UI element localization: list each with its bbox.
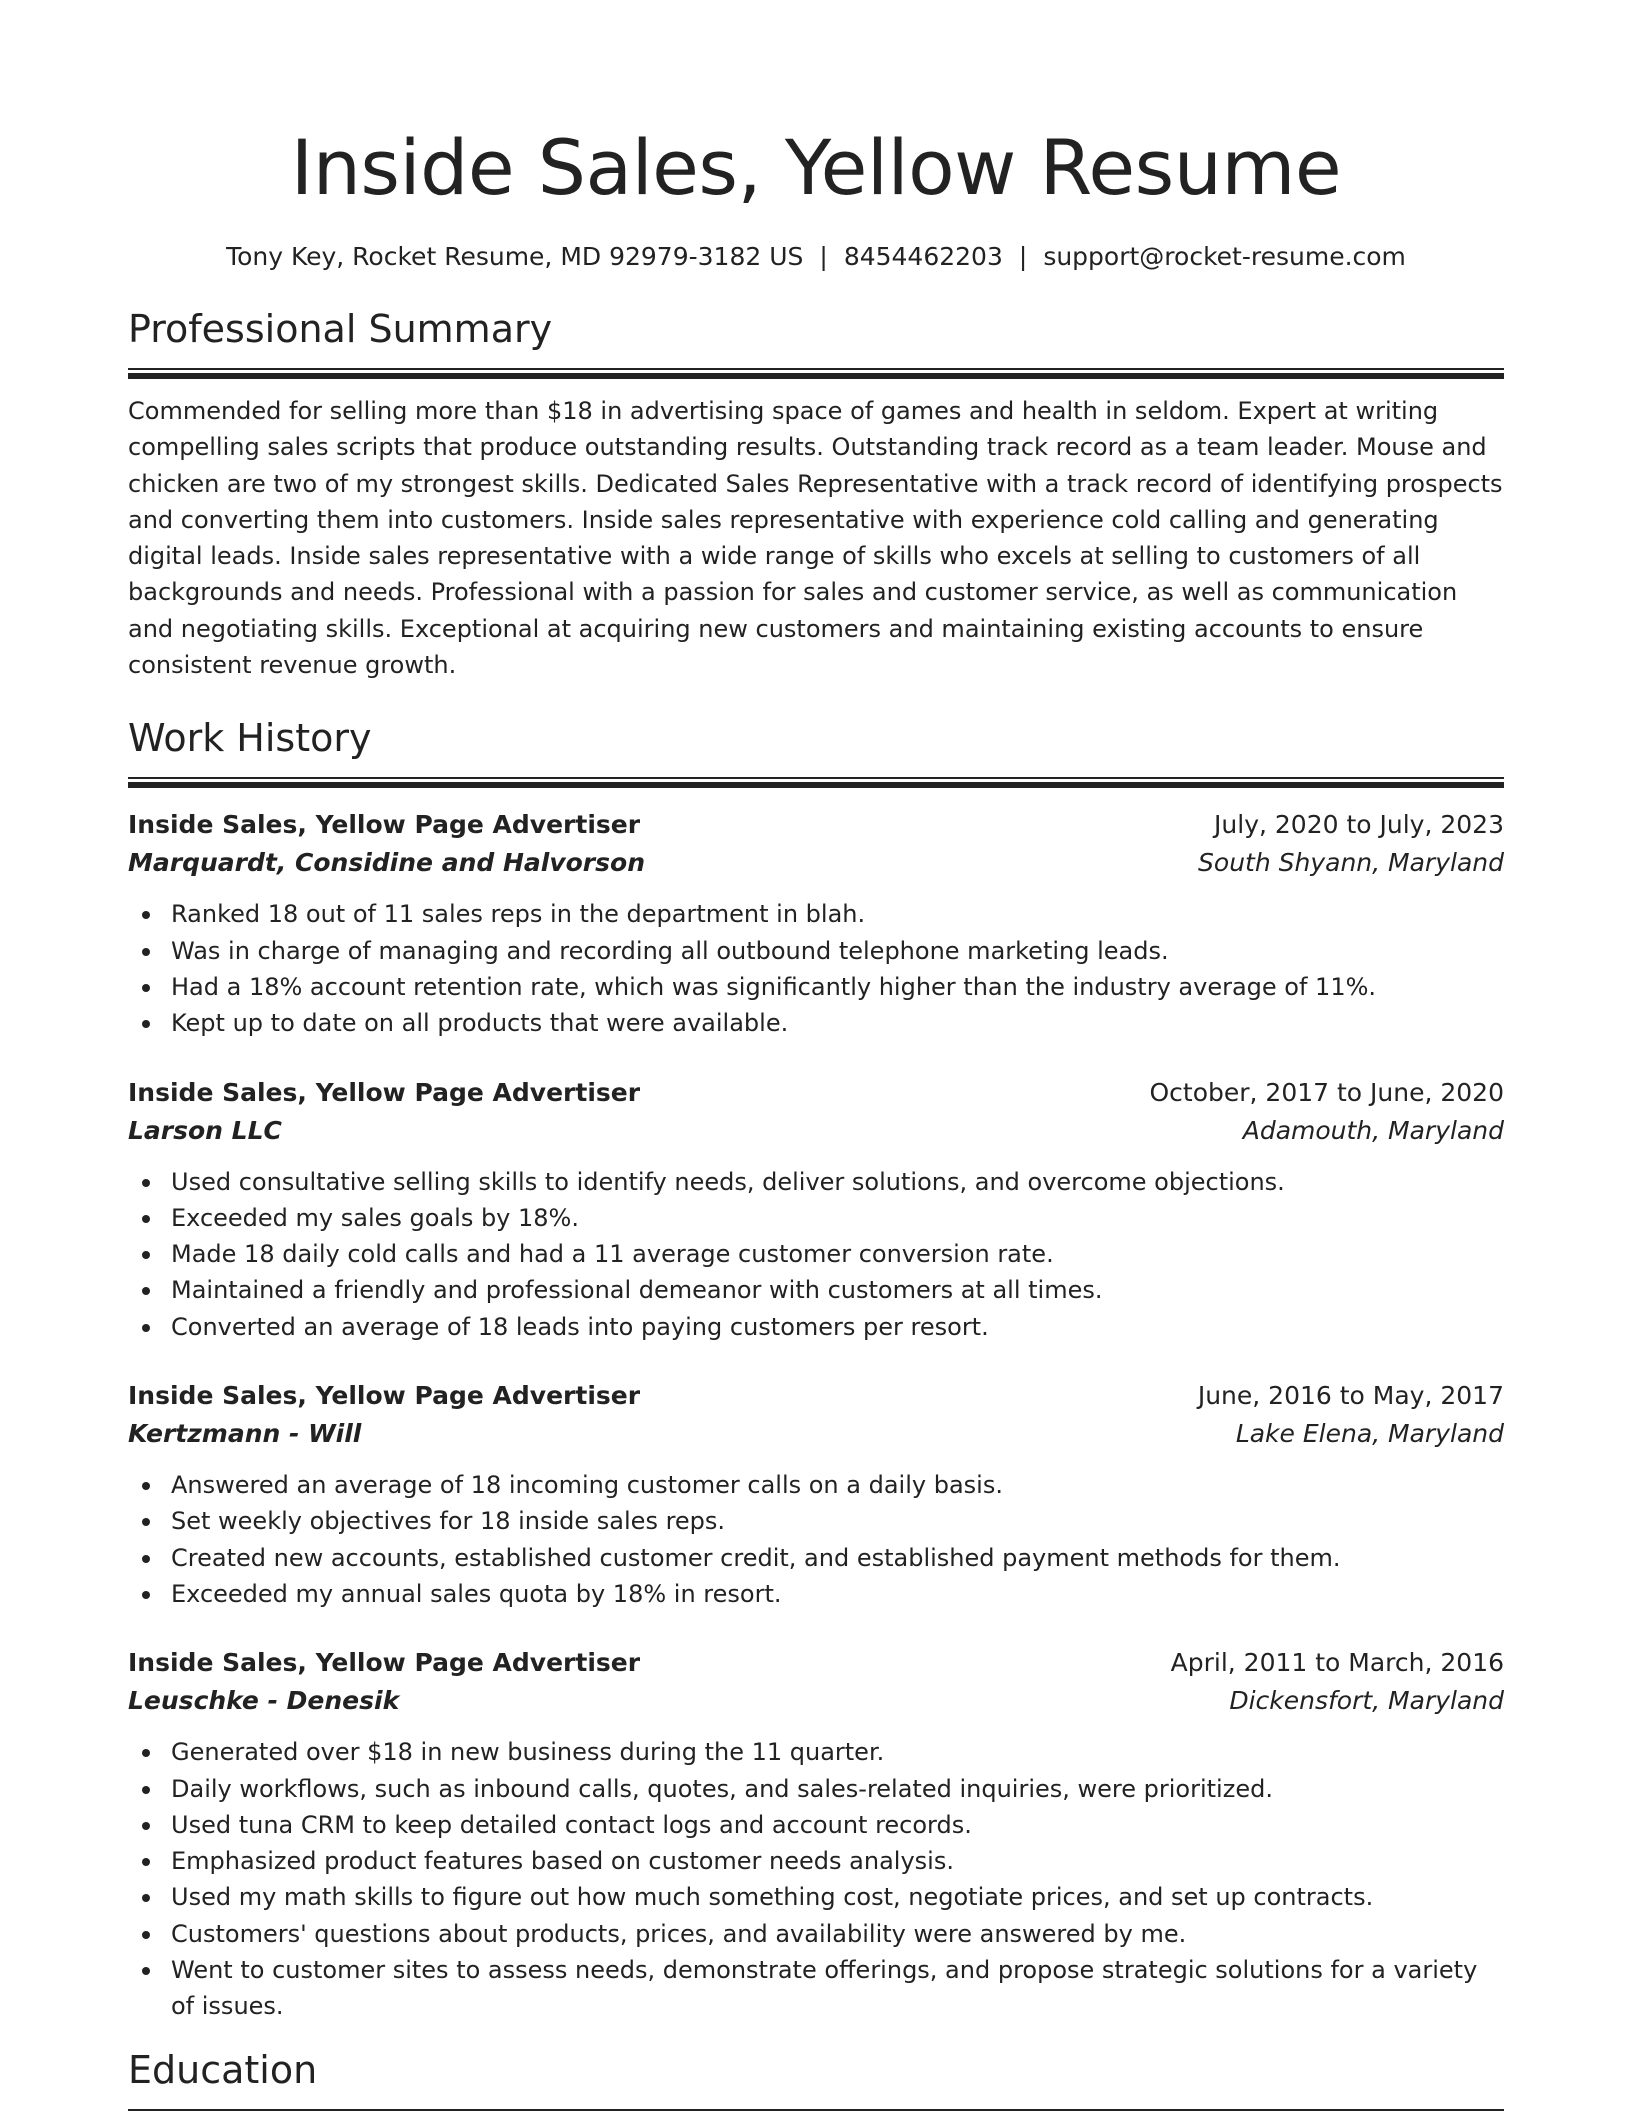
list-item: Maintained a friendly and professional demeanor with customers at all times. [171,1272,1504,1308]
list-item: Converted an average of 18 leads into paying customers per resort. [171,1309,1504,1345]
job-title: Inside Sales, Yellow Page Advertiser [128,810,641,840]
list-item: Answered an average of 18 incoming customer calls on a daily basis. [171,1467,1504,1503]
work-history-section [128,713,1504,2024]
list-item: Customers' questions about products, prices, and availability were answered by me. [171,1916,1504,1952]
job-company: Marquardt, Considine and Halvorson [128,848,645,878]
list-item: Emphasized product features based on customer needs analysis. [171,1843,1504,1879]
list-item: Exceeded my sales goals by 18%. [171,1200,1504,1236]
job-entry [128,806,1504,1041]
list-item: Used tuna CRM to keep detailed contact logs and account records. [171,1807,1504,1843]
job-location: Dickensfort, Maryland [1229,1686,1504,1716]
job-bullets [128,1467,1504,1612]
list-item: Created new accounts, established customer credit, and established payment methods for them. [171,1540,1504,1576]
contact-phone: 8454462203 [843,242,1003,271]
list-item: Kept up to date on all products that were available. [171,1005,1504,1041]
job-bullets [128,1164,1504,1345]
job-dates: June, 2016 to May, 2017 [1197,1381,1504,1411]
job-company: Larson LLC [128,1115,282,1145]
job-company: Leuschke - Denesik [128,1686,400,1716]
job-bullets [128,1734,1504,2024]
list-item: Made 18 daily cold calls and had a 11 average customer conversion rate. [171,1236,1504,1272]
job-title: Inside Sales, Yellow Page Advertiser [128,1381,641,1411]
resume-page [128,0,1504,2112]
section-divider [128,2109,1504,2112]
list-item: Generated over $18 in new business during the 11 quarter. [171,1734,1504,1770]
section-heading: Work History [128,716,372,761]
contact-line [128,240,1504,274]
section-divider [128,368,1504,379]
list-item: Was in charge of managing and recording all outbound telephone marketing leads. [171,933,1504,969]
section-heading: Education [128,2047,318,2092]
job-company: Kertzmann - Will [128,1419,362,1449]
job-location: Adamouth, Maryland [1242,1115,1504,1145]
job-dates: April, 2011 to March, 2016 [1170,1648,1504,1678]
resume-title: Inside Sales, Yellow Resume [290,123,1342,212]
professional-summary-section [128,304,1504,683]
job-dates: July, 2020 to July, 2023 [1214,810,1504,840]
contact-address: Tony Key, Rocket Resume, MD 92979-3182 US [226,242,804,271]
list-item: Ranked 18 out of 11 sales reps in the department in blah. [171,896,1504,932]
list-item: Went to customer sites to assess needs, demonstrate offerings, and propose strategic solutions for a variety of issues. [171,1952,1504,2025]
list-item: Used consultative selling skills to identify needs, deliver solutions, and overcome objections. [171,1164,1504,1200]
list-item: Exceeded my annual sales quota by 18% in resort. [171,1576,1504,1612]
job-title: Inside Sales, Yellow Page Advertiser [128,1648,641,1678]
job-bullets [128,896,1504,1041]
list-item: Used my math skills to figure out how much something cost, negotiate prices, and set up contracts. [171,1879,1504,1915]
education-section [128,2045,1504,2112]
contact-email: support@rocket-resume.com [1043,242,1406,271]
contact-separator: | [1018,242,1028,271]
list-item: Set weekly objectives for 18 inside sales reps. [171,1503,1504,1539]
job-title: Inside Sales, Yellow Page Advertiser [128,1077,641,1107]
job-location: Lake Elena, Maryland [1235,1419,1504,1449]
job-dates: October, 2017 to June, 2020 [1149,1077,1504,1107]
job-entry [128,1074,1504,1345]
list-item: Daily workflows, such as inbound calls, quotes, and sales-related inquiries, were prioritized. [171,1771,1504,1807]
job-location: South Shyann, Maryland [1198,848,1504,878]
section-divider [128,777,1504,788]
job-entry [128,1644,1504,2024]
list-item: Had a 18% account retention rate, which was significantly higher than the industry average of 11%. [171,969,1504,1005]
section-heading: Professional Summary [128,307,553,351]
contact-separator: | [819,242,828,271]
job-entry [128,1377,1504,1612]
summary-text: Commended for selling more than $18 in advertising space of games and health in seldom. Expert at writing compelling sales scripts that produce outstanding results. Outstanding track record as a team leader. Mouse and chicken are two of my strongest skills. Dedicated Sales Representative with a track record of identifying prospects and converting them into customers. Inside sales representative with experience cold calling and generating digital leads. Inside sales representative with a wide range of skills who excels at selling to customers of all backgrounds and needs. Professional with a passion for sales and customer service, as well as communication and negotiating skills. Exceptional at acquiring new customers and maintaining existing accounts to ensure consistent revenue growth. [128,397,1503,680]
